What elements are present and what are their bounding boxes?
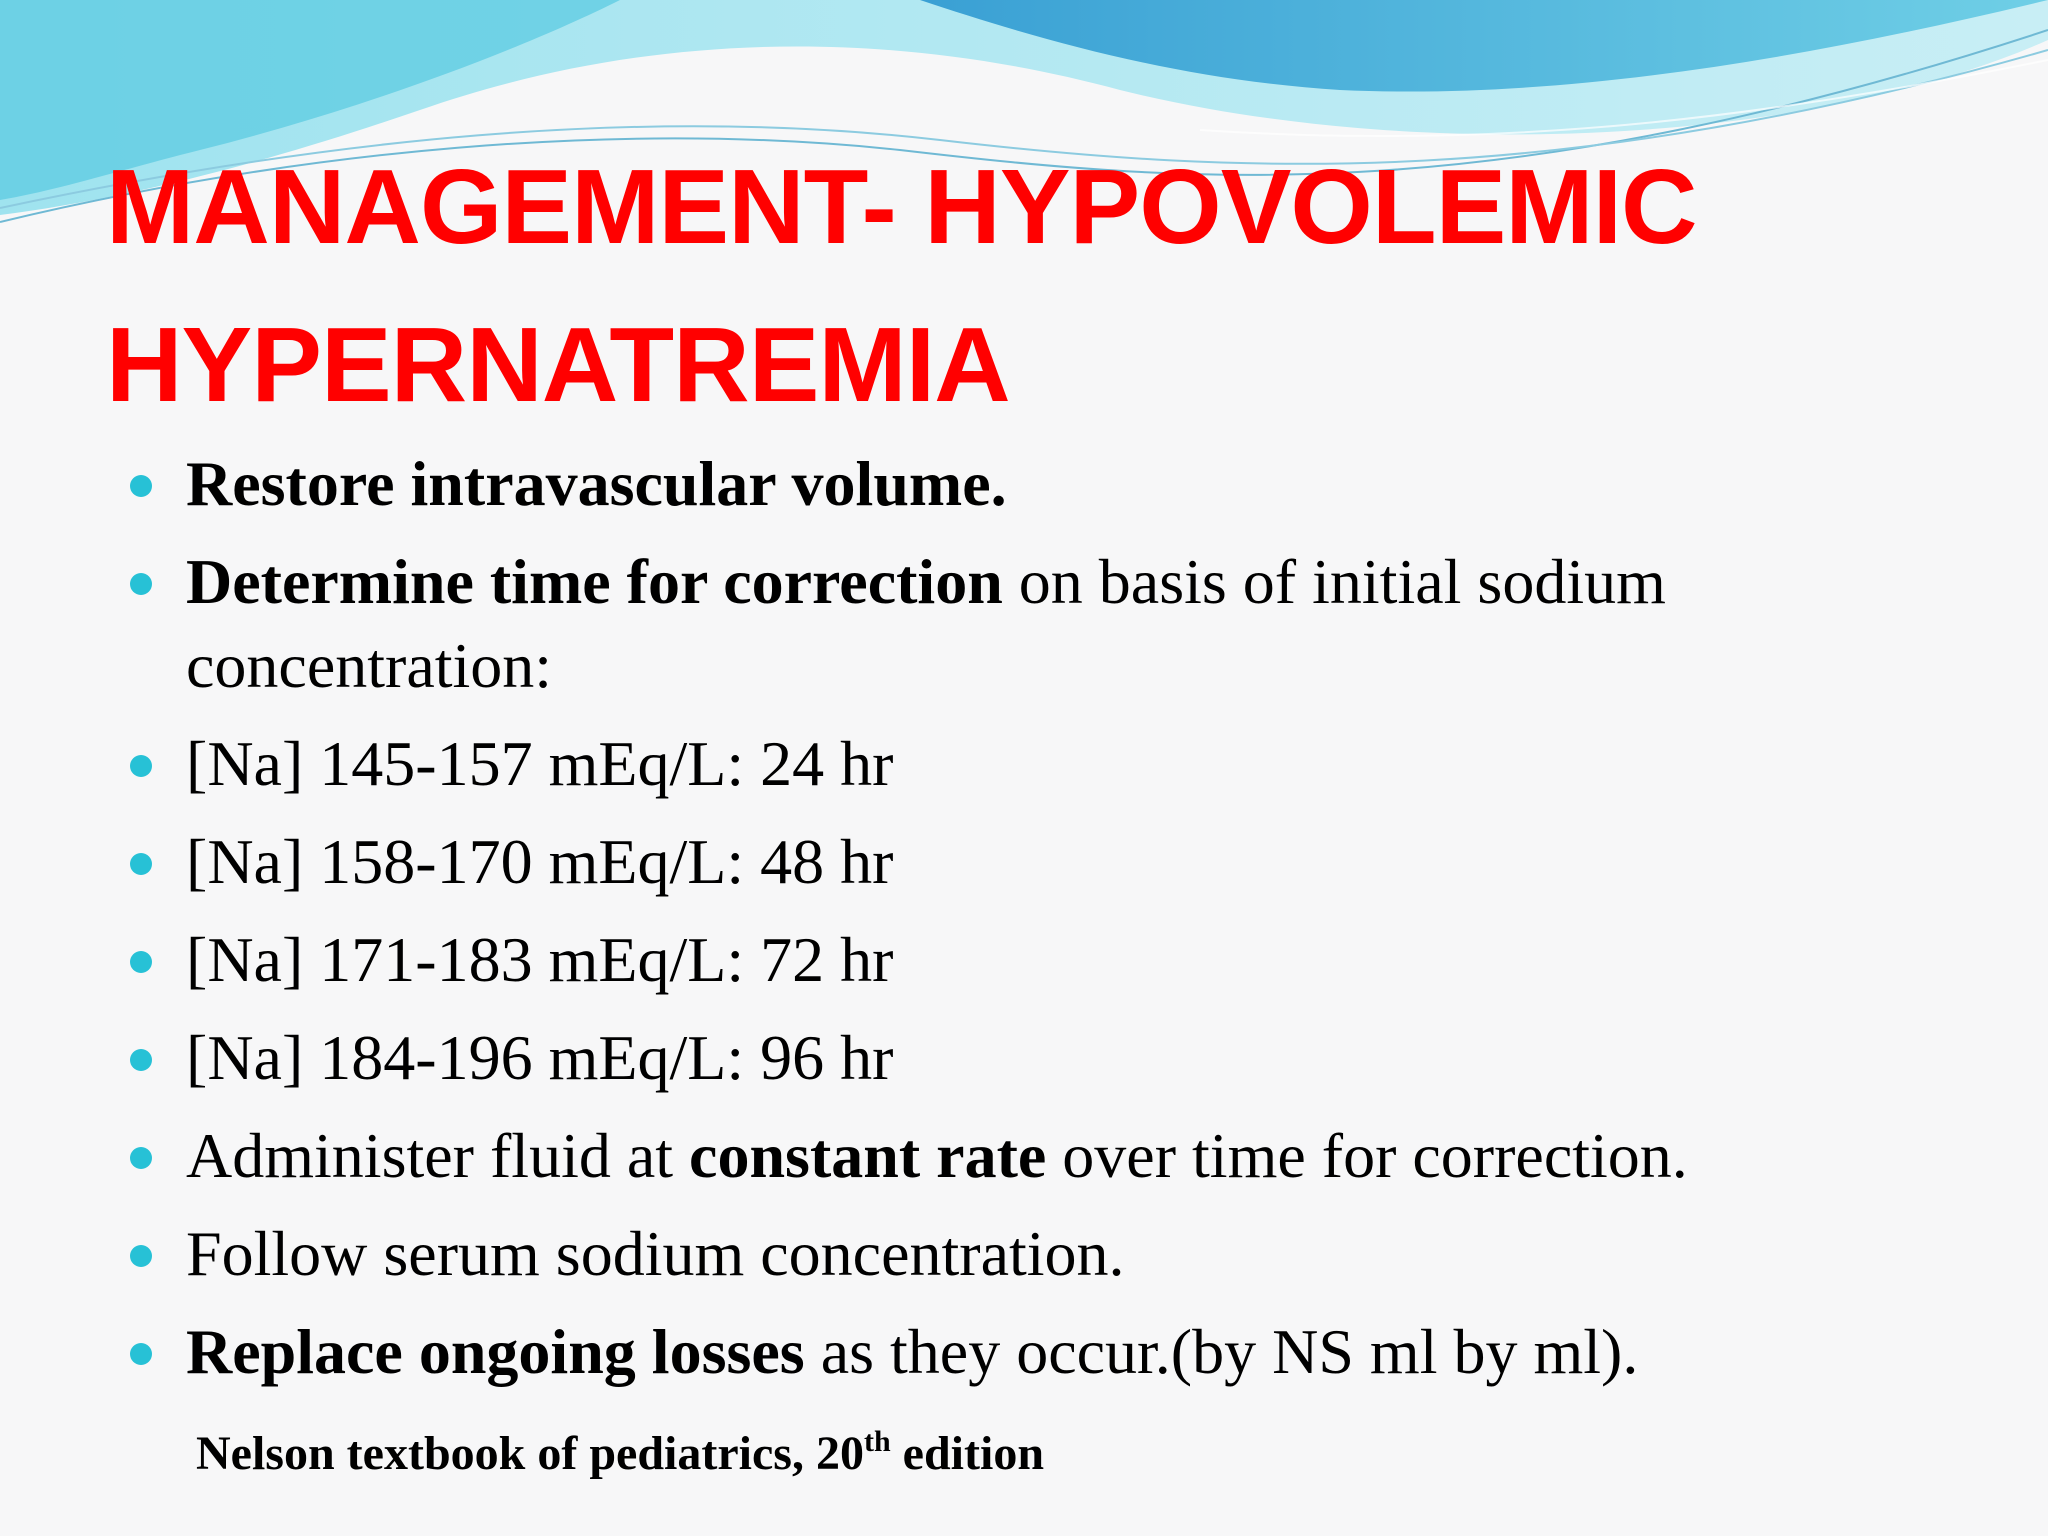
bullet-na-171-183 — [130, 918, 2010, 1002]
bullet-dot-icon — [130, 1049, 152, 1071]
bullet-bold-text: Restore intravascular volume. — [186, 448, 1007, 519]
bullet-text: as they occur.(by NS ml by ml). — [804, 1316, 1639, 1387]
bullet-dot-icon — [130, 951, 152, 973]
bullet-bold-text: constant rate — [689, 1120, 1047, 1191]
bullet-bold-text: Replace ongoing losses — [186, 1316, 805, 1387]
bullet-na-184-196 — [130, 1016, 2010, 1100]
bullet-text: [Na] 184-196 mEq/L: 96 hr — [186, 1022, 894, 1093]
citation-superscript: th — [863, 1425, 891, 1458]
bullet-bold-text: Determine time for correction — [186, 546, 1003, 617]
bullet-dot-icon — [130, 1343, 152, 1365]
bullet-text: over time for correction. — [1046, 1120, 1688, 1191]
title-line-2: HYPERNATREMIA — [106, 306, 1010, 424]
bullet-dot-icon — [130, 1147, 152, 1169]
bullet-list — [130, 442, 2010, 1408]
bullet-replace-losses — [130, 1310, 2010, 1394]
bullet-dot-icon — [130, 475, 152, 497]
title-line-1: MANAGEMENT- HYPOVOLEMIC — [106, 148, 1697, 266]
bullet-dot-icon — [130, 853, 152, 875]
bullet-dot-icon — [130, 755, 152, 777]
bullet-follow-sodium — [130, 1212, 2010, 1296]
bullet-na-158-170 — [130, 820, 2010, 904]
bullet-dot-icon — [130, 573, 152, 595]
bullet-text: on basis of initial sodium concentration: — [186, 546, 1666, 701]
citation — [196, 1424, 1044, 1484]
bullet-na-145-157 — [130, 722, 2010, 806]
citation-text: Nelson textbook of pediatrics, 20 — [196, 1427, 864, 1480]
bullet-text: Administer fluid at — [186, 1120, 690, 1191]
citation-edition: edition — [890, 1427, 1045, 1480]
bullet-dot-icon — [130, 1245, 152, 1267]
slide-title — [106, 128, 1986, 444]
bullet-restore-volume — [130, 442, 2010, 526]
bullet-text: [Na] 171-183 mEq/L: 72 hr — [186, 924, 894, 995]
bullet-text: [Na] 158-170 mEq/L: 48 hr — [186, 826, 894, 897]
bullet-text: [Na] 145-157 mEq/L: 24 hr — [186, 728, 894, 799]
bullet-constant-rate — [130, 1114, 2010, 1198]
bullet-determine-time — [130, 540, 2010, 708]
bullet-text: Follow serum sodium concentration. — [186, 1218, 1125, 1289]
